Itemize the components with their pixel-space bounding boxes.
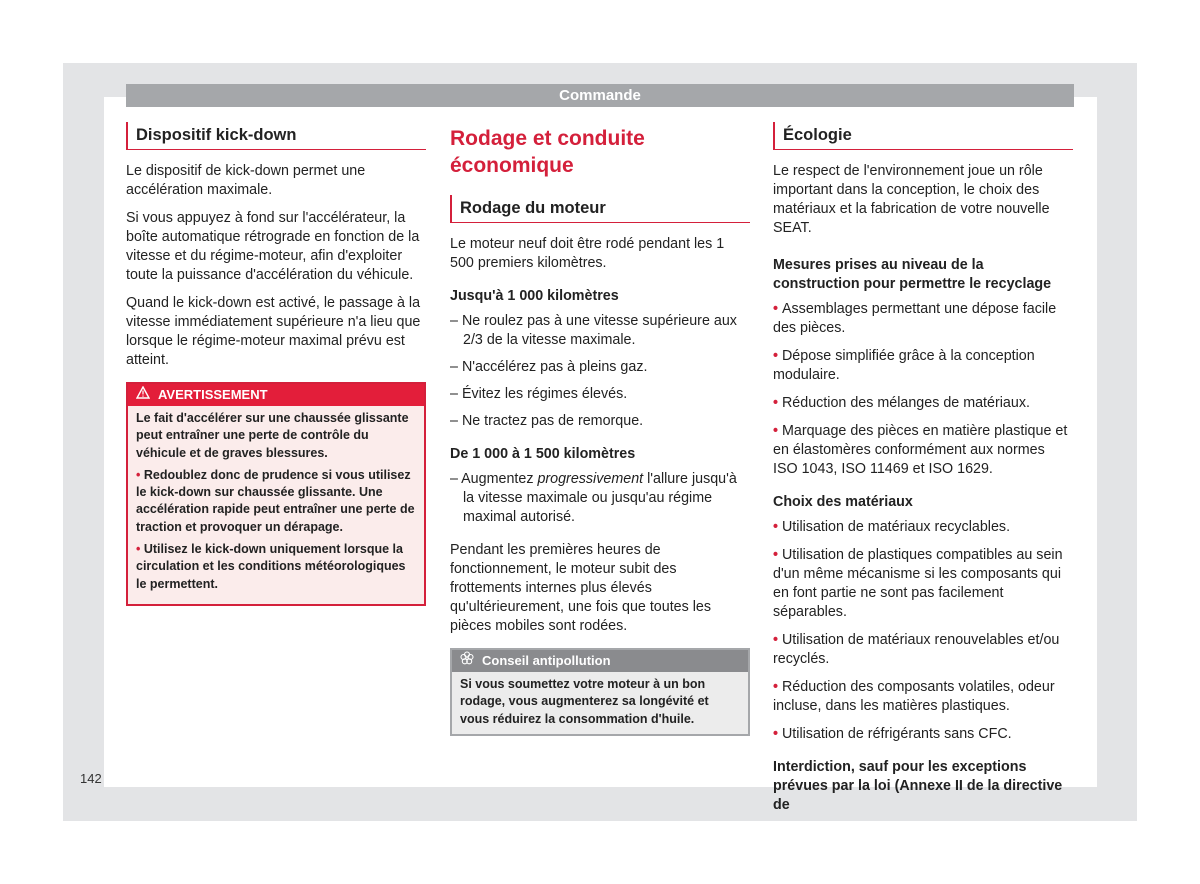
paragraph: Le moteur neuf doit être rodé pendant les 1 500 premiers kilomètres. [450, 236, 725, 271]
bullet-icon: • [773, 348, 782, 364]
list-item [773, 725, 1073, 744]
bullet-icon: • [773, 423, 782, 439]
list-item-text: Marquage des pièces en matière plastique et en élastomères conformément aux normes ISO 1043, ISO 11469 et ISO 1629. [773, 423, 1068, 477]
tip-header [452, 650, 748, 672]
column-kick-down [126, 122, 426, 606]
chapter-title: Rodage et conduite économique [450, 127, 645, 177]
emphasis-text: progressivement [537, 471, 644, 487]
list-item [773, 546, 1073, 622]
paragraph: Quand le kick-down est activé, le passage à la vitesse immédiatement supérieure n'a lieu que lorsque le régime-moteur maximal prévu est atteint. [126, 295, 421, 368]
list-item-text: Utilisation de réfrigérants sans CFC. [781, 726, 1012, 742]
list-item-text: Augmentez [461, 471, 538, 487]
list-item-text: Évitez les régimes élevés. [461, 386, 628, 402]
tip-body: Si vous soumettez votre moteur à un bon rodage, vous augmenterez sa longévité et vous réduirez la consommation d'huile. [460, 677, 709, 726]
paragraph: Le dispositif de kick-down permet une accélération maximale. [126, 163, 366, 198]
bullet-icon: • [773, 726, 782, 742]
tip-box [450, 648, 750, 736]
list-item [773, 518, 1073, 537]
list-item-text: Assemblages permettant une dépose facile des pièces. [773, 301, 1057, 336]
column-ecologie [773, 122, 1073, 821]
paragraph: Le respect de l'environnement joue un rôle important dans la conception, le choix des matériaux et la fabrication de votre nouvelle SEAT. [773, 163, 1050, 236]
list-item-text: Réduction des mélanges de matériaux. [781, 395, 1030, 411]
page-number: 142 [80, 771, 102, 786]
list-item-text: Réduction des composants volatiles, odeur incluse, dans les matières plastiques. [773, 679, 1055, 714]
list-item-text: Ne tractez pas de remorque. [461, 413, 644, 429]
bullet-icon: • [136, 542, 144, 557]
list-item: – Ne roulez pas à une vitesse supérieure aux 2/3 de la vitesse maximale. [450, 313, 737, 348]
list-item [773, 678, 1073, 716]
warning-item [136, 467, 416, 536]
subheading: Choix des matériaux [773, 494, 913, 510]
bullet-icon: • [773, 519, 782, 535]
warning-triangle-icon [136, 384, 150, 406]
tip-title: Conseil antipollution [482, 653, 611, 668]
list-item-text: Dépose simplifiée grâce à la conception modulaire. [773, 348, 1035, 383]
subheading: De 1 000 à 1 500 kilomètres [450, 446, 636, 462]
list-item [773, 631, 1073, 669]
section-heading-kick-down: Dispositif kick-down [126, 122, 426, 150]
chapter-header: Commande [126, 84, 1074, 107]
bullet-icon: • [773, 679, 782, 695]
list-item: – Évitez les régimes élevés. [450, 386, 628, 402]
subheading: Jusqu'à 1 000 kilomètres [450, 288, 619, 304]
list-item-text: Utilisation de matériaux renouvelables et/ou recyclés. [773, 632, 1060, 667]
list-item [773, 347, 1073, 385]
column-rodage [450, 122, 750, 736]
list-item [773, 422, 1073, 479]
list-item: – Augmentez progressivement l'allure jusqu'à la vitesse maximale ou jusqu'au régime maximal autorisé. [450, 471, 737, 525]
warning-body [128, 406, 424, 604]
list-item: – N'accélérez pas à pleins gaz. [450, 359, 648, 375]
warning-box [126, 382, 426, 606]
section-heading-rodage: Rodage du moteur [450, 195, 750, 223]
list-item-text: l'allure jusqu'à la vitesse maximale ou jusqu'au régime maximal autorisé. [463, 471, 737, 525]
bullet-icon: • [773, 301, 782, 317]
bullet-icon: • [773, 395, 782, 411]
list-item-text: Ne roulez pas à une vitesse supérieure aux 2/3 de la vitesse maximale. [461, 313, 737, 348]
bullet-icon: • [136, 467, 144, 482]
subheading: Mesures prises au niveau de la construction pour permettre le recyclage [773, 257, 1052, 292]
list-item-text: N'accélérez pas à pleins gaz. [461, 359, 648, 375]
flower-icon [460, 650, 474, 672]
list-item [773, 300, 1073, 338]
paragraph: Si vous appuyez à fond sur l'accélérateur, la boîte automatique rétrograde en fonction de la vitesse et du régime-moteur, afin d'exploiter toute la puissance d'accélération du véhicule. [126, 210, 420, 283]
warning-item-text: Utilisez le kick-down uniquement lorsque la circulation et les conditions météorologiques le permettent. [136, 542, 406, 591]
list-item [773, 394, 1073, 413]
list-item-text: Utilisation de matériaux recyclables. [781, 519, 1011, 535]
bullet-icon: • [773, 632, 782, 648]
list-item-text: Utilisation de plastiques compatibles au sein d'un même mécanisme si les composants qui en font partie ne sont pas facilement séparables. [773, 547, 1063, 620]
warning-header [128, 384, 424, 406]
warning-item-text: Redoublez donc de prudence si vous utilisez le kick-down sur chaussée glissante. Une accélération rapide peut entraîner une perte de traction et provoquer un dérapage. [136, 467, 415, 534]
paragraph: Pendant les premières heures de fonctionnement, le moteur subit des frottements internes plus élevés qu'ultérieurement, une fois que toutes les pièces mobiles sont rodées. [450, 542, 712, 634]
bullet-icon: • [773, 547, 782, 563]
warning-title: AVERTISSEMENT [158, 387, 268, 402]
warning-item [136, 541, 416, 593]
list-item: – Ne tractez pas de remorque. [450, 413, 644, 429]
warning-intro: Le fait d'accélérer sur une chaussée glissante peut entraîner une perte de contrôle du véhicule et de graves blessures. [136, 411, 409, 460]
subheading: Interdiction, sauf pour les exceptions prévues par la loi (Annexe II de la directive de [773, 759, 1063, 813]
section-heading-ecologie: Écologie [773, 122, 1073, 150]
